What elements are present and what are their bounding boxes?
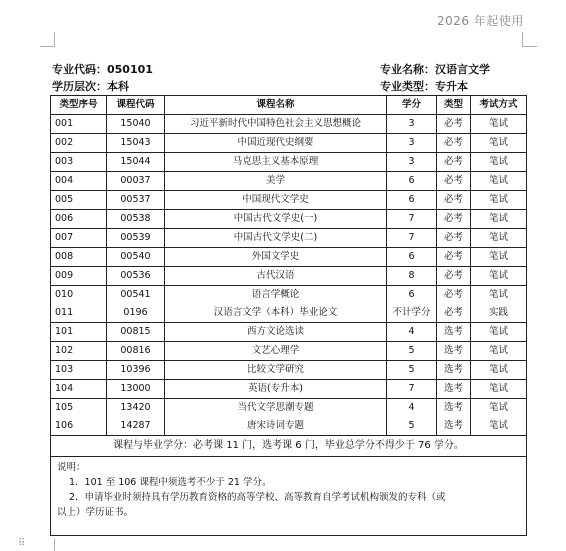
category-cell: 选考 (437, 361, 471, 380)
course-name-cell: 美学 (165, 172, 387, 191)
header-exam-method: 考试方式 (471, 96, 527, 115)
summary-row (51, 436, 527, 457)
credits-cell: 3 (387, 153, 437, 172)
course-name-cell: 中国古代文学史(一) (165, 210, 387, 229)
major-type: 专业类型：专升本 (380, 80, 468, 93)
category-cell: 必考 (437, 267, 471, 286)
education-level: 学历层次：本科 (52, 80, 129, 93)
category-cell: 必考 (437, 248, 471, 267)
table-row (51, 286, 527, 305)
table-header-row (51, 96, 527, 115)
category-cell: 选考 (437, 380, 471, 399)
type-no-cell: 104 (51, 380, 107, 399)
table-row (51, 229, 527, 248)
table-row (51, 304, 527, 323)
table-row (51, 323, 527, 342)
header-course-code: 课程代码 (107, 96, 165, 115)
credits-cell: 6 (387, 286, 437, 305)
type-no-cell: 101 (51, 323, 107, 342)
course-name-cell: 马克思主义基本原理 (165, 153, 387, 172)
table-row (51, 191, 527, 210)
exam-method-cell: 笔试 (471, 134, 527, 153)
table-row (51, 380, 527, 399)
exam-method-cell: 笔试 (471, 399, 527, 418)
credits-cell: 不计学分 (387, 304, 437, 323)
note-item-2: 2．申请毕业时须持具有学历教育资格的高等学校、高等教育自学考试机构颁发的专科（或 (69, 492, 446, 503)
exam-method-cell: 笔试 (471, 417, 527, 436)
category-cell: 必考 (437, 172, 471, 191)
course-table (50, 95, 527, 536)
course-name-cell: 唐宋诗词专题 (165, 417, 387, 436)
type-no-cell: 005 (51, 191, 107, 210)
course-name-cell: 西方文论选读 (165, 323, 387, 342)
course-code-cell: 00536 (107, 267, 165, 286)
category-cell: 必考 (437, 153, 471, 172)
exam-method-cell: 笔试 (471, 286, 527, 305)
credits-cell: 5 (387, 417, 437, 436)
notes-row (51, 457, 527, 536)
course-code-cell: 15040 (107, 115, 165, 134)
crop-mark-bottom-left (40, 538, 55, 551)
header-credits: 学分 (387, 96, 437, 115)
table-row (51, 134, 527, 153)
course-name-cell: 文艺心理学 (165, 342, 387, 361)
course-code-cell: 14287 (107, 417, 165, 436)
type-no-cell: 006 (51, 210, 107, 229)
type-no-cell: 009 (51, 267, 107, 286)
major-code: 专业代码：050101 (52, 63, 153, 76)
category-cell: 选考 (437, 417, 471, 436)
course-name-cell: 古代汉语 (165, 267, 387, 286)
credits-cell: 7 (387, 229, 437, 248)
table-row (51, 172, 527, 191)
table-row (51, 115, 527, 134)
credits-cell: 4 (387, 399, 437, 418)
exam-method-cell: 笔试 (471, 210, 527, 229)
crop-mark-top-left (40, 32, 55, 47)
credits-cell: 6 (387, 172, 437, 191)
course-code-cell: 00541 (107, 286, 165, 305)
exam-method-cell: 笔试 (471, 380, 527, 399)
drag-handle-icon[interactable]: ⠿ (18, 538, 26, 549)
note-item-1: 1．101 至 106 课程中须选考不少于 21 学分。 (69, 477, 272, 488)
credits-cell: 7 (387, 380, 437, 399)
type-no-cell: 001 (51, 115, 107, 134)
table-row (51, 417, 527, 436)
credits-cell: 5 (387, 342, 437, 361)
type-no-cell: 011 (51, 304, 107, 323)
type-no-cell: 007 (51, 229, 107, 248)
type-no-cell: 105 (51, 399, 107, 418)
type-no-cell: 004 (51, 172, 107, 191)
category-cell: 必考 (437, 286, 471, 305)
note-item-2-continued: 以上）学历证书。 (57, 507, 134, 518)
exam-method-cell: 笔试 (471, 323, 527, 342)
credits-cell: 4 (387, 323, 437, 342)
course-name-cell: 语言学概论 (165, 286, 387, 305)
exam-method-cell: 笔试 (471, 342, 527, 361)
exam-method-cell: 笔试 (471, 191, 527, 210)
course-name-cell: 中国古代文学史(二) (165, 229, 387, 248)
type-no-cell: 106 (51, 417, 107, 436)
table-row (51, 342, 527, 361)
major-name: 专业名称：汉语言文学 (380, 63, 490, 76)
category-cell: 必考 (437, 191, 471, 210)
category-cell: 必考 (437, 210, 471, 229)
credits-cell: 6 (387, 248, 437, 267)
category-cell: 必考 (437, 229, 471, 248)
category-cell: 选考 (437, 399, 471, 418)
course-code-cell: 00539 (107, 229, 165, 248)
course-code-cell: 10396 (107, 361, 165, 380)
course-code-cell: 00816 (107, 342, 165, 361)
usage-year-note: 2026 年起使用 (437, 14, 524, 28)
course-code-cell: 00540 (107, 248, 165, 267)
type-no-cell: 103 (51, 361, 107, 380)
table-row (51, 361, 527, 380)
header-category: 类型 (437, 96, 471, 115)
graduation-credit-summary: 课程与毕业学分：必考课 11 门，选考课 6 门，毕业总学分不得少于 76 学分。 (51, 436, 527, 457)
category-cell: 选考 (437, 342, 471, 361)
course-code-cell: 00538 (107, 210, 165, 229)
course-name-cell: 习近平新时代中国特色社会主义思想概论 (165, 115, 387, 134)
credits-cell: 7 (387, 210, 437, 229)
exam-method-cell: 笔试 (471, 153, 527, 172)
credits-cell: 5 (387, 361, 437, 380)
credits-cell: 6 (387, 191, 437, 210)
category-cell: 必考 (437, 304, 471, 323)
exam-method-cell: 笔试 (471, 115, 527, 134)
course-name-cell: 汉语言文学（本科）毕业论文 (165, 304, 387, 323)
table-row (51, 267, 527, 286)
course-code-cell: 13000 (107, 380, 165, 399)
type-no-cell: 008 (51, 248, 107, 267)
header-type-no: 类型序号 (51, 96, 107, 115)
course-name-cell: 当代文学思潮专题 (165, 399, 387, 418)
table-row (51, 399, 527, 418)
notes-cell (51, 457, 527, 536)
table-row (51, 153, 527, 172)
exam-method-cell: 笔试 (471, 248, 527, 267)
course-name-cell: 英语(专升本) (165, 380, 387, 399)
course-code-cell: 00037 (107, 172, 165, 191)
category-cell: 必考 (437, 134, 471, 153)
exam-method-cell: 实践 (471, 304, 527, 323)
course-code-cell: 15043 (107, 134, 165, 153)
course-code-cell: 0196 (107, 304, 165, 323)
course-name-cell: 比较文学研究 (165, 361, 387, 380)
type-no-cell: 010 (51, 286, 107, 305)
course-code-cell: 00537 (107, 191, 165, 210)
course-name-cell: 中国现代文学史 (165, 191, 387, 210)
exam-method-cell: 笔试 (471, 361, 527, 380)
table-row (51, 248, 527, 267)
category-cell: 选考 (437, 323, 471, 342)
course-name-cell: 外国文学史 (165, 248, 387, 267)
category-cell: 必考 (437, 115, 471, 134)
type-no-cell: 003 (51, 153, 107, 172)
course-code-cell: 00815 (107, 323, 165, 342)
exam-method-cell: 笔试 (471, 267, 527, 286)
type-no-cell: 002 (51, 134, 107, 153)
crop-mark-top-right (522, 32, 537, 47)
credits-cell: 3 (387, 115, 437, 134)
credits-cell: 3 (387, 134, 437, 153)
course-code-cell: 15044 (107, 153, 165, 172)
course-name-cell: 中国近现代史纲要 (165, 134, 387, 153)
type-no-cell: 102 (51, 342, 107, 361)
credits-cell: 8 (387, 267, 437, 286)
exam-method-cell: 笔试 (471, 229, 527, 248)
header-course-name: 课程名称 (165, 96, 387, 115)
table-row (51, 210, 527, 229)
exam-method-cell: 笔试 (471, 172, 527, 191)
notes-title: 说明： (57, 462, 86, 473)
course-code-cell: 13420 (107, 399, 165, 418)
